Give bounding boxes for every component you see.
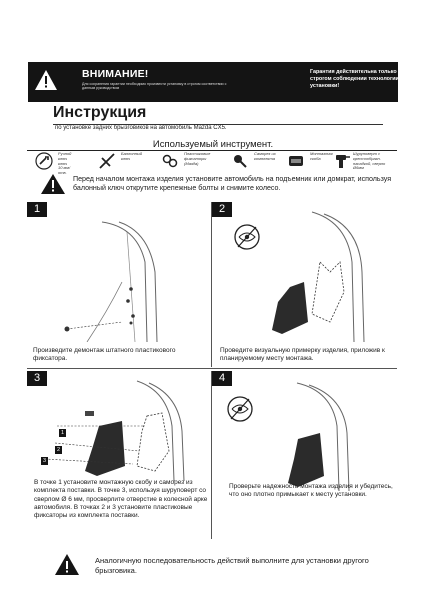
step-panel-2 <box>212 202 397 369</box>
tool-label: Саморез из комплекта <box>254 151 276 161</box>
step-number: 4 <box>212 371 232 386</box>
check-illustration <box>212 371 397 491</box>
step-number: 1 <box>27 202 47 217</box>
marker-1: 1 <box>60 430 65 436</box>
step-caption: Проведите визуальную примерку изделия, приложив к планируемому месту монтажа. <box>220 347 385 363</box>
fitting-illustration <box>212 202 397 342</box>
mounting-illustration <box>27 371 212 481</box>
step-panel-3 <box>27 371 212 538</box>
marker-3: 3 <box>42 458 47 464</box>
tool-label: Баллонный ключ <box>121 151 143 161</box>
warning-icon <box>34 69 58 91</box>
step-panel-1 <box>27 202 212 369</box>
warning-banner <box>28 62 408 102</box>
banner-guarantee-text: Гарантия действительна только при строгом соблюдении технологии установки! <box>310 69 408 89</box>
tool-label: Ручной ключ ключ 10 мм/отв. <box>58 151 72 176</box>
wheel-arch-illustration <box>27 202 212 342</box>
step-caption: Проверьте надежность монтажа изделия и убедитесь, что оно плотно примыкает к месту установки. <box>229 483 393 499</box>
document-subtitle: по установке задних брызговиков на автомобиль Mazda CX5. <box>55 125 227 131</box>
tools-list <box>35 150 395 176</box>
step-number: 2 <box>212 202 232 217</box>
warning-icon <box>54 553 80 576</box>
step-caption: Произведите демонтаж штатного пластикового фиксатора. <box>33 347 176 363</box>
clips-icon <box>161 152 179 170</box>
warning-icon <box>40 173 66 195</box>
bracket-icon <box>287 152 305 170</box>
repeat-note: Аналогичную последовательность действий выполните для установки другого брызговика. <box>95 556 369 575</box>
tools-title: Используемый инструмент. <box>152 139 274 150</box>
wrench-icon <box>35 152 53 170</box>
drill-icon <box>333 152 351 170</box>
marker-2: 2 <box>56 447 61 453</box>
tool-label: Шуруповерт с крестообразн. насадкой, сверло Ø6мм <box>353 151 386 171</box>
tool-label: Пластиковые фиксаторы (Мазда) <box>184 151 211 166</box>
banner-title: ВНИМАНИЕ! <box>82 68 149 80</box>
step-caption: В точке 1 установите монтажную скобу и саморез из комплекта поставки. В точке 3, используя шуруповерт со сверлом Ø 6 мм, просверлите отверстие в колесной арке автомобиля. В точках 2 и 3 установите пластиковые фиксаторы из комплекта поставки. <box>34 479 208 520</box>
lug-wrench-icon <box>98 152 116 170</box>
step-panel-4 <box>212 371 397 538</box>
tool-label: Монтажная скоба <box>310 151 333 161</box>
pre-install-note: Перед началом монтажа изделия установите автомобиль на подъемник или домкрат, используя балонный ключ открутите крепежные болты и снимите колесо. <box>73 175 392 193</box>
screw-icon <box>231 152 249 170</box>
document-title: Инструкция <box>53 104 147 121</box>
step-number: 3 <box>27 371 47 386</box>
banner-subtitle: Для сохранения гарантии необходимо произвести установку в строгом соответствии с данным руководством <box>82 82 227 91</box>
